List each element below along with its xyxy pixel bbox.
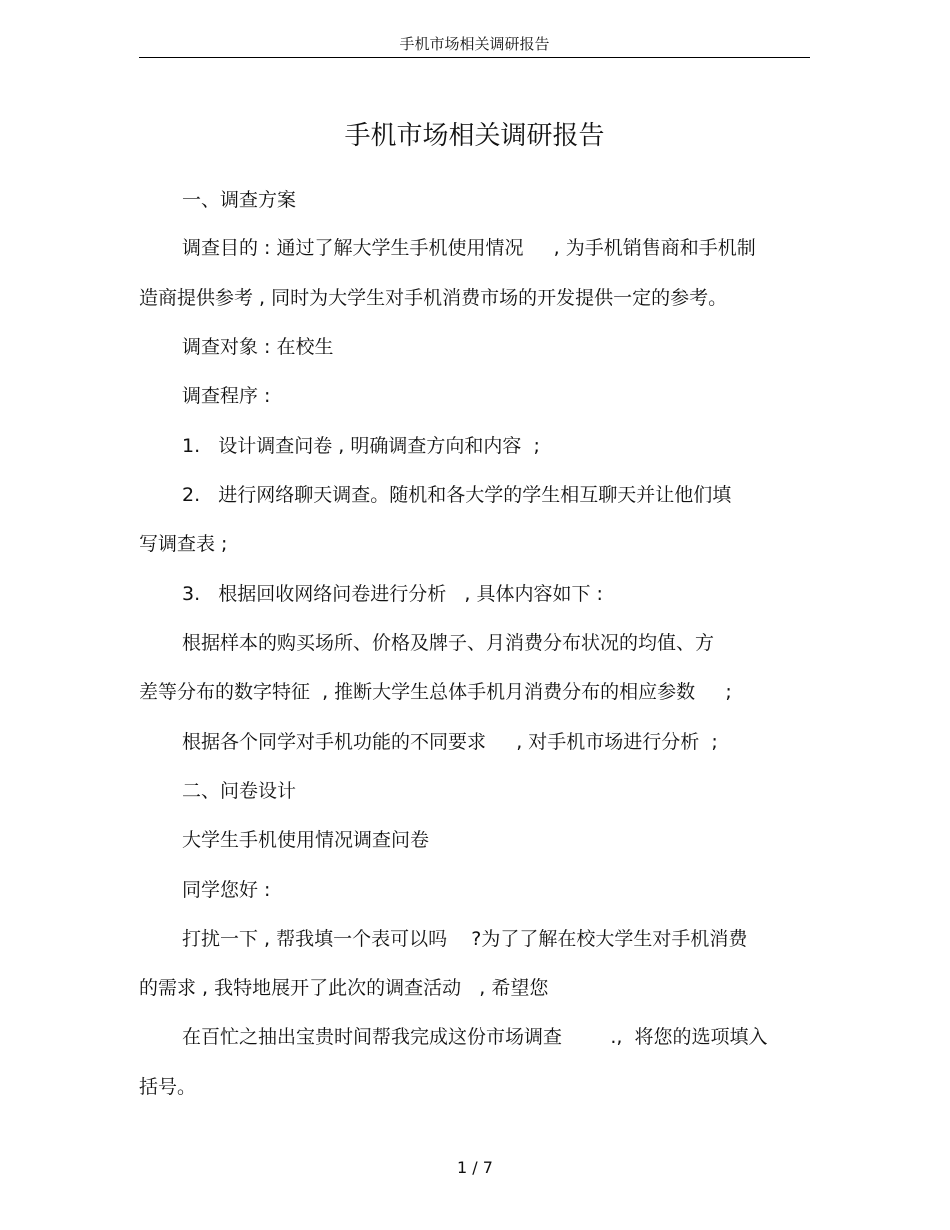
- paragraph-line: 调查目的 : 通过了解大学生手机使用情况 , 为手机销售商和手机制: [182, 237, 756, 259]
- list-item-continuation: 写调查表 ;: [139, 533, 228, 555]
- list-item: 3. 根据回收网络问卷进行分析 , 具体内容如下 :: [182, 583, 603, 605]
- paragraph-line: 打扰一下 , 帮我填一个表可以吗 ?为了了解在校大学生对手机消费: [182, 928, 748, 950]
- header-rule: [139, 57, 810, 58]
- list-item: 1. 设计调查问卷 , 明确调查方向和内容 ;: [182, 435, 540, 457]
- running-header: 手机市场相关调研报告: [399, 35, 550, 53]
- paragraph-line: 调查程序 :: [182, 385, 271, 407]
- greeting: 同学您好 :: [182, 879, 271, 901]
- paragraph-line: 根据样本的购买场所、价格及牌子、月消费分布状况的均值、方: [182, 632, 715, 654]
- paragraph-line: 差等分布的数字特征 , 推断大学生总体手机月消费分布的相应参数 ;: [139, 681, 732, 703]
- document-title: 手机市场相关调研报告: [344, 121, 605, 151]
- paragraph-line: 调查对象 : 在校生: [182, 336, 334, 358]
- page-number: 1 / 7: [457, 1158, 493, 1177]
- section-heading-questionnaire-design: 二、问卷设计: [182, 780, 297, 802]
- section-heading-survey-plan: 一、调查方案: [182, 189, 297, 211]
- questionnaire-title: 大学生手机使用情况调查问卷: [182, 829, 430, 851]
- list-item: 2. 进行网络聊天调查。随机和各大学的学生相互聊天并让他们填: [182, 484, 732, 506]
- paragraph-line: 括号。: [139, 1076, 197, 1098]
- paragraph-line: 造商提供参考 , 同时为大学生对手机消费市场的开发提供一定的参考。: [139, 287, 728, 309]
- paragraph-line: 根据各个同学对手机功能的不同要求 , 对手机市场进行分析 ;: [182, 731, 718, 753]
- paragraph-line: 在百忙之抽出宝贵时间帮我完成这份市场调查 ., 将您的选项填入: [182, 1026, 768, 1048]
- paragraph-line: 的需求 , 我特地展开了此次的调查活动 , 希望您: [139, 977, 549, 999]
